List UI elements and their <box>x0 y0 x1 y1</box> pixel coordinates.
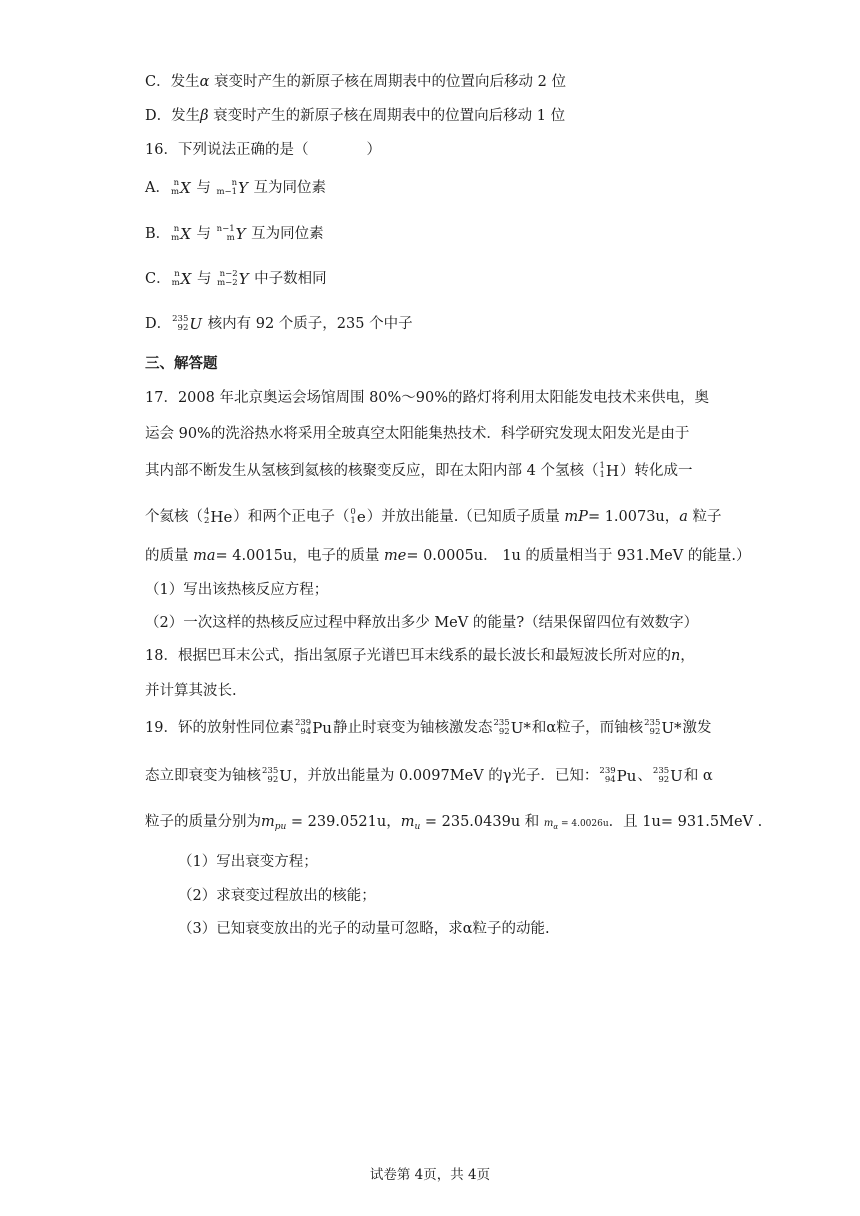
q19-part-3: （3）已知衰变放出的光子的动量可忽略，求α粒子的动能. <box>178 921 550 937</box>
q15-option-d: D．发生β 衰变时产生的新原子核在周期表中的位置向后移动 1 位 <box>145 108 566 124</box>
q17-line-4: 个氦核（ 4 2 He）和两个正电子（ 0 1 e）并放出能量.（已知质子质量 mP= 1.0073u，a 粒子 <box>145 507 722 526</box>
q17-line-3: 其内部不断发生从氢核到氦核的核聚变反应，即在太阳内部 4 个氢核（ 1 1 H）转化成一 <box>145 461 693 480</box>
q17-part-2: （2）一次这样的热核反应过程中释放出多少 MeV 的能量?（结果保留四位有效数字） <box>145 615 699 631</box>
q19-part-1: （1）写出衰变方程； <box>178 854 318 870</box>
q17-line-1: 17．2008 年北京奥运会场馆周围 80%～90%的路灯将利用太阳能发电技术来供电，奥 <box>145 390 710 406</box>
section-heading: 三、解答题 <box>145 355 218 372</box>
q19-line-1: 19．钚的放射性同位素 239 94 Pu静止时衰变为铀核激发态 235 92 U*和α粒子，而铀核 235 92 U*激发 <box>145 718 712 737</box>
q16-option-a: A． n m X 与 n m−1 Y 互为同位素 <box>145 178 327 197</box>
q17-line-5: 的质量 ma= 4.0015u，电子的质量 me= 0.0005u． 1u 的质量相当于 931.MeV 的能量.） <box>145 548 751 564</box>
q19-part-2: （2）求衰变过程放出的核能； <box>178 888 376 904</box>
q17-part-1: （1）写出该热核反应方程； <box>145 582 329 598</box>
q15-option-c: C．发生α 衰变时产生的新原子核在周期表中的位置向后移动 2 位 <box>145 74 566 90</box>
q18-line-2: 并计算其波长. <box>145 683 237 699</box>
q16-stem: 16．下列说法正确的是（ ） <box>145 142 381 158</box>
q16-option-b: B． n m X 与 n−1 m Y 互为同位素 <box>145 224 324 243</box>
q19-line-3: 粒子的质量分别为$m_{pu} = 239.0521u$，$m_u = 235.0439u$ 和 $m_\alpha = 4.0026u$．且 1u= 931.5MeV . <box>145 814 763 832</box>
q16-option-d: D． 235 92 U 核内有 92 个质子，235 个中子 <box>145 314 413 333</box>
q19-line-2: 态立即衰变为铀核 235 92 U，并放出能量为 0.0097MeV 的γ光子．已知： 239 94 Pu、 235 92 U和 α <box>145 766 713 785</box>
page-footer: 试卷第 4页，共 4页 <box>369 1167 491 1183</box>
q17-line-2: 运会 90%的洗浴热水将采用全玻真空太阳能集热技术．科学研究发现太阳发光是由于 <box>145 426 690 442</box>
q18-line-1: 18．根据巴耳末公式，指出氢原子光谱巴耳末线系的最长波长和最短波长所对应的n， <box>145 648 695 664</box>
q16-option-c: C． n m X 与 n−2 m−2 Y 中子数相同 <box>145 269 327 288</box>
